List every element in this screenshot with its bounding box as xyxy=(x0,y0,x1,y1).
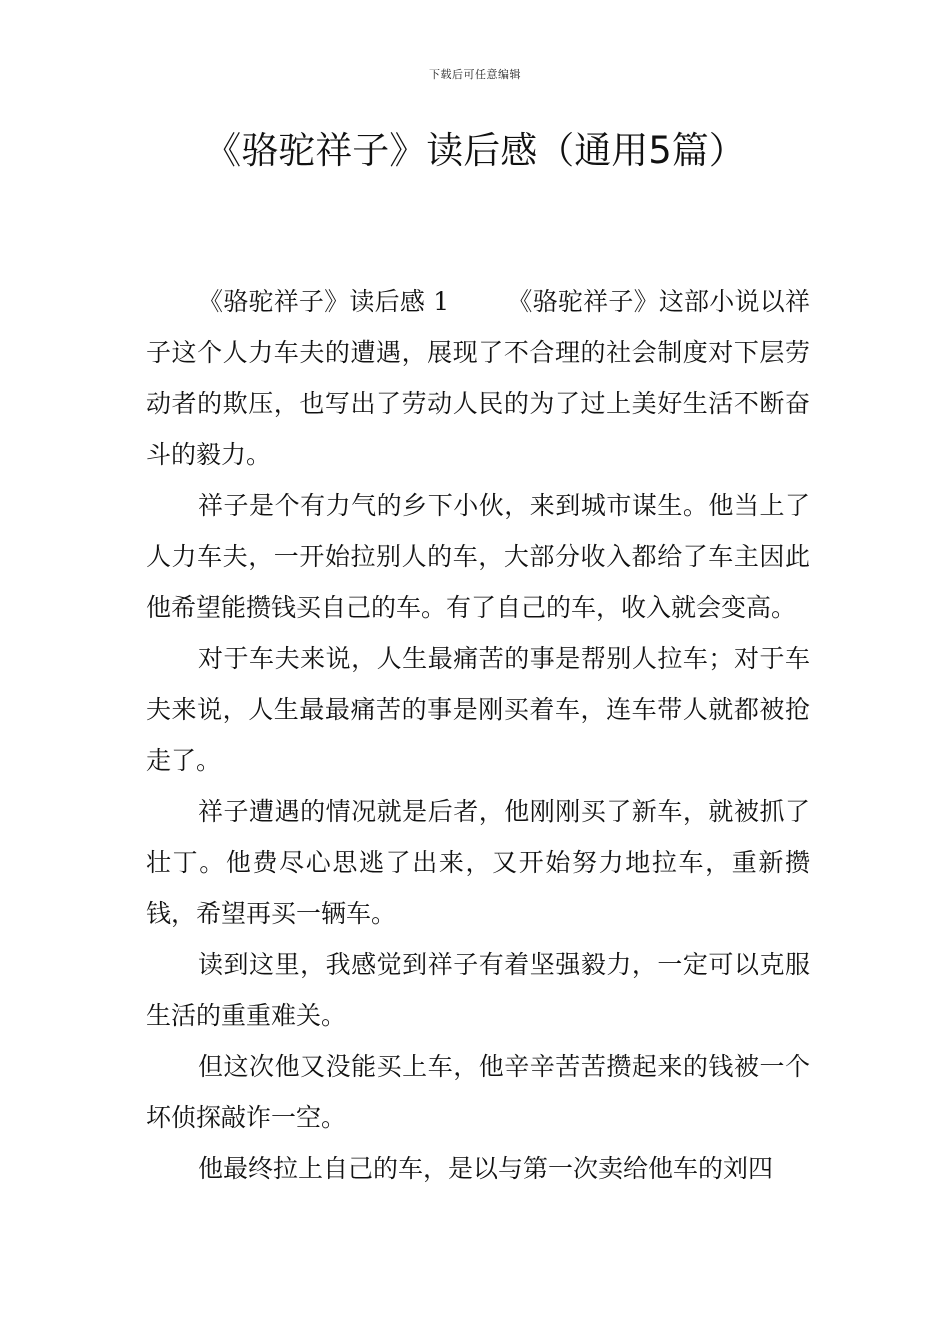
document-title: 《骆驼祥子》读后感（通用5篇） xyxy=(204,129,746,172)
document-body xyxy=(146,276,810,1194)
paragraph-1 xyxy=(146,276,810,480)
paragraph-3: 对于车夫来说，人生最痛苦的事是帮别人拉车；对于车夫来说，人生最最痛苦的事是刚买着车，连车带人就都被抢走了。 xyxy=(146,644,810,775)
paragraph-1-text: 《骆驼祥子》这部小说以祥子这个人力车夫的遭遇，展现了不合理的社会制度对下层劳动者的欺压，也写出了劳动人民的为了过上美好生活不断奋斗的毅力。 xyxy=(146,287,810,469)
paragraph-6: 但这次他又没能买上车，他辛辛苦苦攒起来的钱被一个坏侦探敲诈一空。 xyxy=(146,1052,810,1132)
paragraph-5: 读到这里，我感觉到祥子有着坚强毅力，一定可以克服生活的重重难关。 xyxy=(146,950,810,1030)
paragraph-4: 祥子遭遇的情况就是后者，他刚刚买了新车，就被抓了壮丁。他费尽心思逃了出来，又开始努力地拉车，重新攒钱，希望再买一辆车。 xyxy=(146,797,810,928)
paragraph-2: 祥子是个有力气的乡下小伙，来到城市谋生。他当上了人力车夫，一开始拉别人的车，大部分收入都给了车主因此他希望能攒钱买自己的车。有了自己的车，收入就会变高。 xyxy=(146,491,810,622)
section-heading: 《骆驼祥子》读后感 1 xyxy=(198,287,450,316)
paragraph-7: 他最终拉上自己的车，是以与第一次卖给他车的刘四 xyxy=(198,1154,774,1183)
page-header-note: 下载后可任意编辑 xyxy=(429,68,521,81)
